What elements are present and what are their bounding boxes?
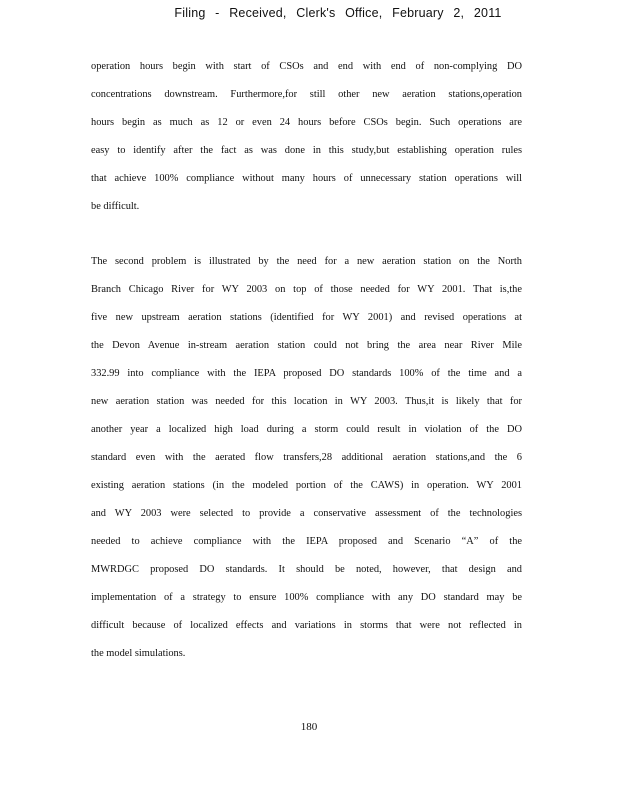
text-line: the model simulations. (91, 648, 186, 659)
text-line: operation hours begin with start of CSOs and end with end of non-complying DO (91, 61, 522, 72)
text-line: easy to identify after the fact as was done in this study,but establishing operation rules (91, 145, 522, 156)
text-line: The second problem is illustrated by the need for a new aeration station on the North (91, 256, 522, 267)
text-line: be difficult. (91, 201, 140, 212)
paragraph-1 (91, 60, 522, 228)
text-line: concentrations downstream. Furthermore,for still other new aeration stations,operation (91, 89, 522, 100)
text-line: and WY 2003 were selected to provide a conservative assessment of the technologies (91, 508, 522, 519)
paragraph-2 (91, 255, 522, 675)
text-line: 332.99 into compliance with the IEPA proposed DO standards 100% of the time and a (91, 368, 522, 379)
text-line: the Devon Avenue in-stream aeration station could not bring the area near River Mile (91, 340, 522, 351)
text-line: another year a localized high load during a storm could result in violation of the DO (91, 424, 522, 435)
text-line: standard even with the aerated flow transfers,28 additional aeration stations,and the 6 (91, 452, 522, 463)
text-line: five new upstream aeration stations (identified for WY 2001) and revised operations at (91, 312, 522, 323)
text-line: Branch Chicago River for WY 2003 on top of those needed for WY 2001. That is,the (91, 284, 522, 295)
text-line: hours begin as much as 12 or even 24 hours before CSOs begin. Such operations are (91, 117, 522, 128)
text-line: difficult because of localized effects and variations in storms that were not reflected in (91, 620, 522, 631)
text-line: implementation of a strategy to ensure 100% compliance with any DO standard may be (91, 592, 522, 603)
text-line: that achieve 100% compliance without many hours of unnecessary station operations will (91, 173, 522, 184)
text-line: MWRDGC proposed DO standards. It should be noted, however, that design and (91, 564, 522, 575)
page-number: 180 (300, 721, 318, 733)
filing-header: Filing - Received, Clerk's Office, February 2, 2011 (174, 6, 502, 20)
text-line: existing aeration stations (in the modeled portion of the CAWS) in operation. WY 2001 (91, 480, 522, 491)
text-line: needed to achieve compliance with the IEPA proposed and Scenario “A” of the (91, 536, 522, 547)
text-line: new aeration station was needed for this location in WY 2003. Thus,it is likely that for (91, 396, 522, 407)
